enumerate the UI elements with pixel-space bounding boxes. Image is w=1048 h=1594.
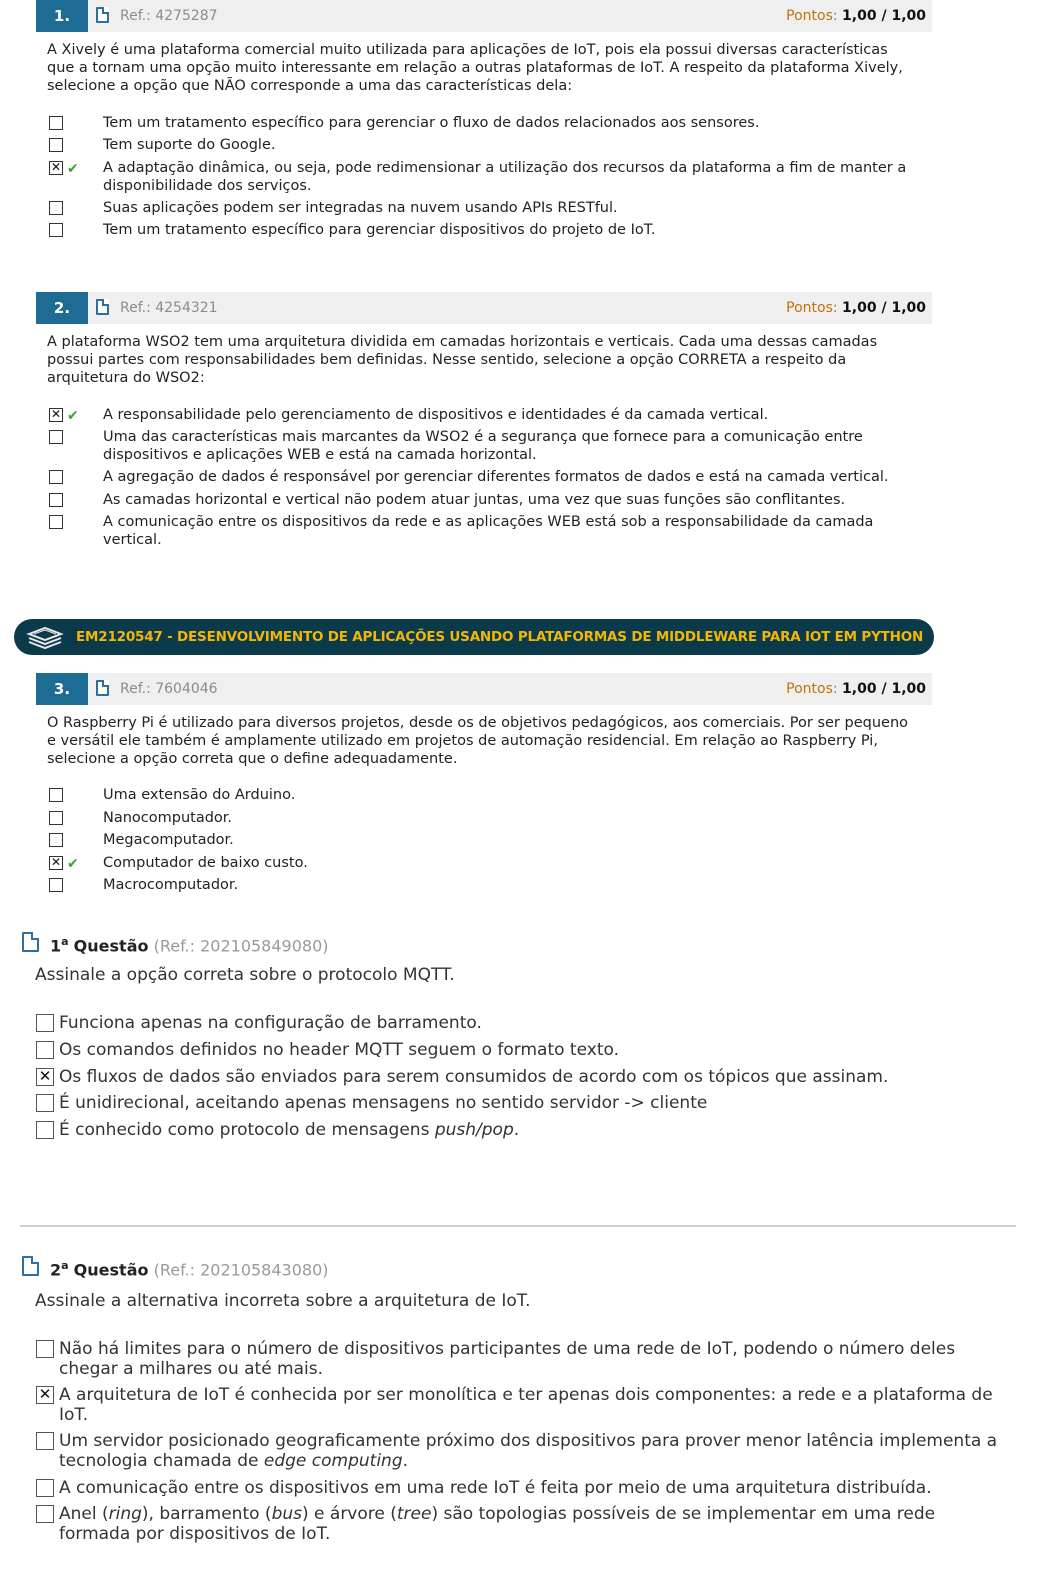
option-text: Um servidor posicionado geograficamente próximo dos dispositivos para prover menor latência implementa a tecnologia chamada de edge computing.	[59, 1431, 998, 1471]
points-label: Pontos:	[786, 8, 838, 24]
question-number: 2.	[36, 292, 88, 324]
checkbox[interactable]	[36, 1479, 54, 1497]
question-b-stem: Assinale a alternativa incorreta sobre a arquitetura de IoT.	[35, 1291, 531, 1311]
option-text: A adaptação dinâmica, ou seja, pode redimensionar a utilização dos recursos da plataforma a fim de manter a disponibilidade dos serviços.	[103, 160, 907, 194]
checkbox[interactable]	[36, 1014, 54, 1032]
option-text: Os fluxos de dados são enviados para serem consumidos de acordo com os tópicos que assinam.	[59, 1067, 889, 1087]
points-value: 1,00 / 1,00	[842, 300, 926, 316]
checkbox[interactable]	[49, 493, 63, 507]
points-value: 1,00 / 1,00	[842, 8, 926, 24]
checkbox-checked[interactable]: ✕	[36, 1386, 54, 1404]
option-text: Suas aplicações podem ser integradas na nuvem usando APIs RESTful.	[103, 200, 618, 216]
checkbox-checked[interactable]: ✕	[50, 855, 62, 869]
checkbox-checked[interactable]: ✕	[36, 1068, 54, 1086]
checkbox[interactable]	[36, 1041, 54, 1059]
question-points	[786, 0, 926, 32]
course-title: EM2120547 - DESENVOLVIMENTO DE APLICAÇÕES USANDO PLATAFORMAS DE MIDDLEWARE PARA IOT EM PYTHON	[76, 629, 924, 645]
option-text: Anel (ring), barramento (bus) e árvore (tree) são topologias possíveis de se implementar em uma rede formada por dispositivos de IoT.	[59, 1504, 936, 1544]
option-text: Os comandos definidos no header MQTT seguem o formato texto.	[59, 1040, 619, 1060]
checkbox[interactable]	[49, 470, 63, 484]
question-3-stem: O Raspberry Pi é utilizado para diversos projetos, desde os de objetivos pedagógicos, aos comerciais. Por ser pequeno e versátil ele também é amplamente utilizado em projetos de automação residencial. Em relação ao Raspberry Pi, selecione a opção correta que o define adequadamente.	[47, 715, 909, 767]
question-points	[786, 673, 926, 705]
checkbox[interactable]	[49, 116, 63, 130]
question-2-stem: A plataforma WSO2 tem uma arquitetura dividida em camadas horizontais e verticais. Cada uma dessas camadas possui partes com responsabilidades bem definidas. Nesse sentido, selecione a opção CORRETA a respeito da arquitetura do WSO2:	[47, 334, 878, 386]
checkbox[interactable]	[49, 223, 63, 237]
question-1-header	[36, 0, 932, 32]
checkbox[interactable]	[49, 515, 63, 529]
option-text: Nanocomputador.	[103, 810, 233, 826]
option-text: A responsabilidade pelo gerenciamento de dispositivos e identidades é da camada vertical.	[103, 407, 769, 423]
question-a-stem: Assinale a opção correta sobre o protocolo MQTT.	[35, 965, 455, 985]
points-value: 1,00 / 1,00	[842, 681, 926, 697]
checkbox[interactable]	[49, 833, 63, 847]
checkbox[interactable]	[49, 811, 63, 825]
question-title: 2$^a$ Questão (Ref.: 202105843080)	[50, 1259, 329, 1280]
option-text: Tem suporte do Google.	[103, 137, 276, 153]
option-text: Não há limites para o número de dispositivos participantes de uma rede de IoT, podendo o número deles chegar a milhares ou até mais.	[59, 1339, 956, 1379]
document-icon	[22, 1256, 39, 1276]
question-title: 1$^a$ Questão (Ref.: 202105849080)	[50, 935, 329, 956]
checkbox[interactable]	[36, 1121, 54, 1139]
option-text: É conhecido como protocolo de mensagens push/pop.	[59, 1120, 520, 1140]
document-icon	[96, 7, 109, 23]
option-text: Uma extensão do Arduino.	[103, 787, 296, 803]
question-1-stem: A Xively é uma plataforma comercial muito utilizada para aplicações de IoT, pois ela possui diversas características que a tornam uma opção muito interessante em relação a outras plataformas de IoT. A respeito da plataforma Xively, selecione a opção que NÃO corresponde a uma das características dela:	[47, 42, 903, 94]
question-ref: (Ref.: 202105843080)	[153, 1260, 329, 1280]
option-text: Uma das características mais marcantes da WSO2 é a segurança que fornece para a comunicação entre dispositivos e aplicações WEB e está na camada horizontal.	[103, 429, 863, 463]
option-text: Computador de baixo custo.	[103, 855, 308, 871]
question-ref: Ref.: 7604046	[120, 681, 218, 697]
checkbox[interactable]	[36, 1432, 54, 1450]
question-3-header	[36, 673, 932, 705]
checkbox[interactable]	[49, 201, 63, 215]
checkbox-checked[interactable]: ✕	[50, 160, 62, 174]
correct-check-icon: ✔	[67, 408, 79, 424]
section-divider	[20, 1225, 1016, 1227]
correct-check-icon: ✔	[67, 856, 79, 872]
document-icon	[96, 680, 109, 696]
books-icon	[26, 625, 64, 651]
question-2-header	[36, 292, 932, 324]
points-label: Pontos:	[786, 300, 838, 316]
option-text: Tem um tratamento específico para gerenciar dispositivos do projeto de IoT.	[103, 222, 656, 238]
question-ref: Ref.: 4275287	[120, 8, 218, 24]
option-text: As camadas horizontal e vertical não podem atuar juntas, uma vez que suas funções são conflitantes.	[103, 492, 846, 508]
option-text: Megacomputador.	[103, 832, 234, 848]
correct-check-icon: ✔	[67, 161, 79, 177]
checkbox[interactable]	[49, 878, 63, 892]
option-text: É unidirecional, aceitando apenas mensagens no sentido servidor -> cliente	[59, 1093, 708, 1113]
course-banner	[14, 619, 934, 655]
option-text: Macrocomputador.	[103, 877, 239, 893]
document-icon	[22, 932, 39, 952]
points-label: Pontos:	[786, 681, 838, 697]
option-text: Funciona apenas na configuração de barramento.	[59, 1013, 482, 1033]
question-points	[786, 292, 926, 324]
checkbox-checked[interactable]: ✕	[50, 407, 62, 421]
question-number: 3.	[36, 673, 88, 705]
document-icon	[96, 299, 109, 315]
checkbox[interactable]	[49, 430, 63, 444]
option-text: Tem um tratamento específico para gerenciar o fluxo de dados relacionados aos sensores.	[103, 115, 760, 131]
question-number: 1.	[36, 0, 88, 32]
option-text: A agregação de dados é responsável por gerenciar diferentes formatos de dados e está na camada vertical.	[103, 469, 889, 485]
checkbox[interactable]	[36, 1094, 54, 1112]
checkbox[interactable]	[36, 1340, 54, 1358]
question-ref: (Ref.: 202105849080)	[153, 936, 329, 956]
checkbox[interactable]	[49, 138, 63, 152]
question-ref: Ref.: 4254321	[120, 300, 218, 316]
checkbox[interactable]	[36, 1505, 54, 1523]
checkbox[interactable]	[49, 788, 63, 802]
option-text: A comunicação entre os dispositivos em uma rede IoT é feita por meio de uma arquitetura distribuída.	[59, 1478, 932, 1498]
option-text: A arquitetura de IoT é conhecida por ser monolítica e ter apenas dois componentes: a rede e a plataforma de IoT.	[59, 1385, 993, 1425]
option-text: A comunicação entre os dispositivos da rede e as aplicações WEB está sob a responsabilidade da camada vertical.	[103, 514, 874, 548]
